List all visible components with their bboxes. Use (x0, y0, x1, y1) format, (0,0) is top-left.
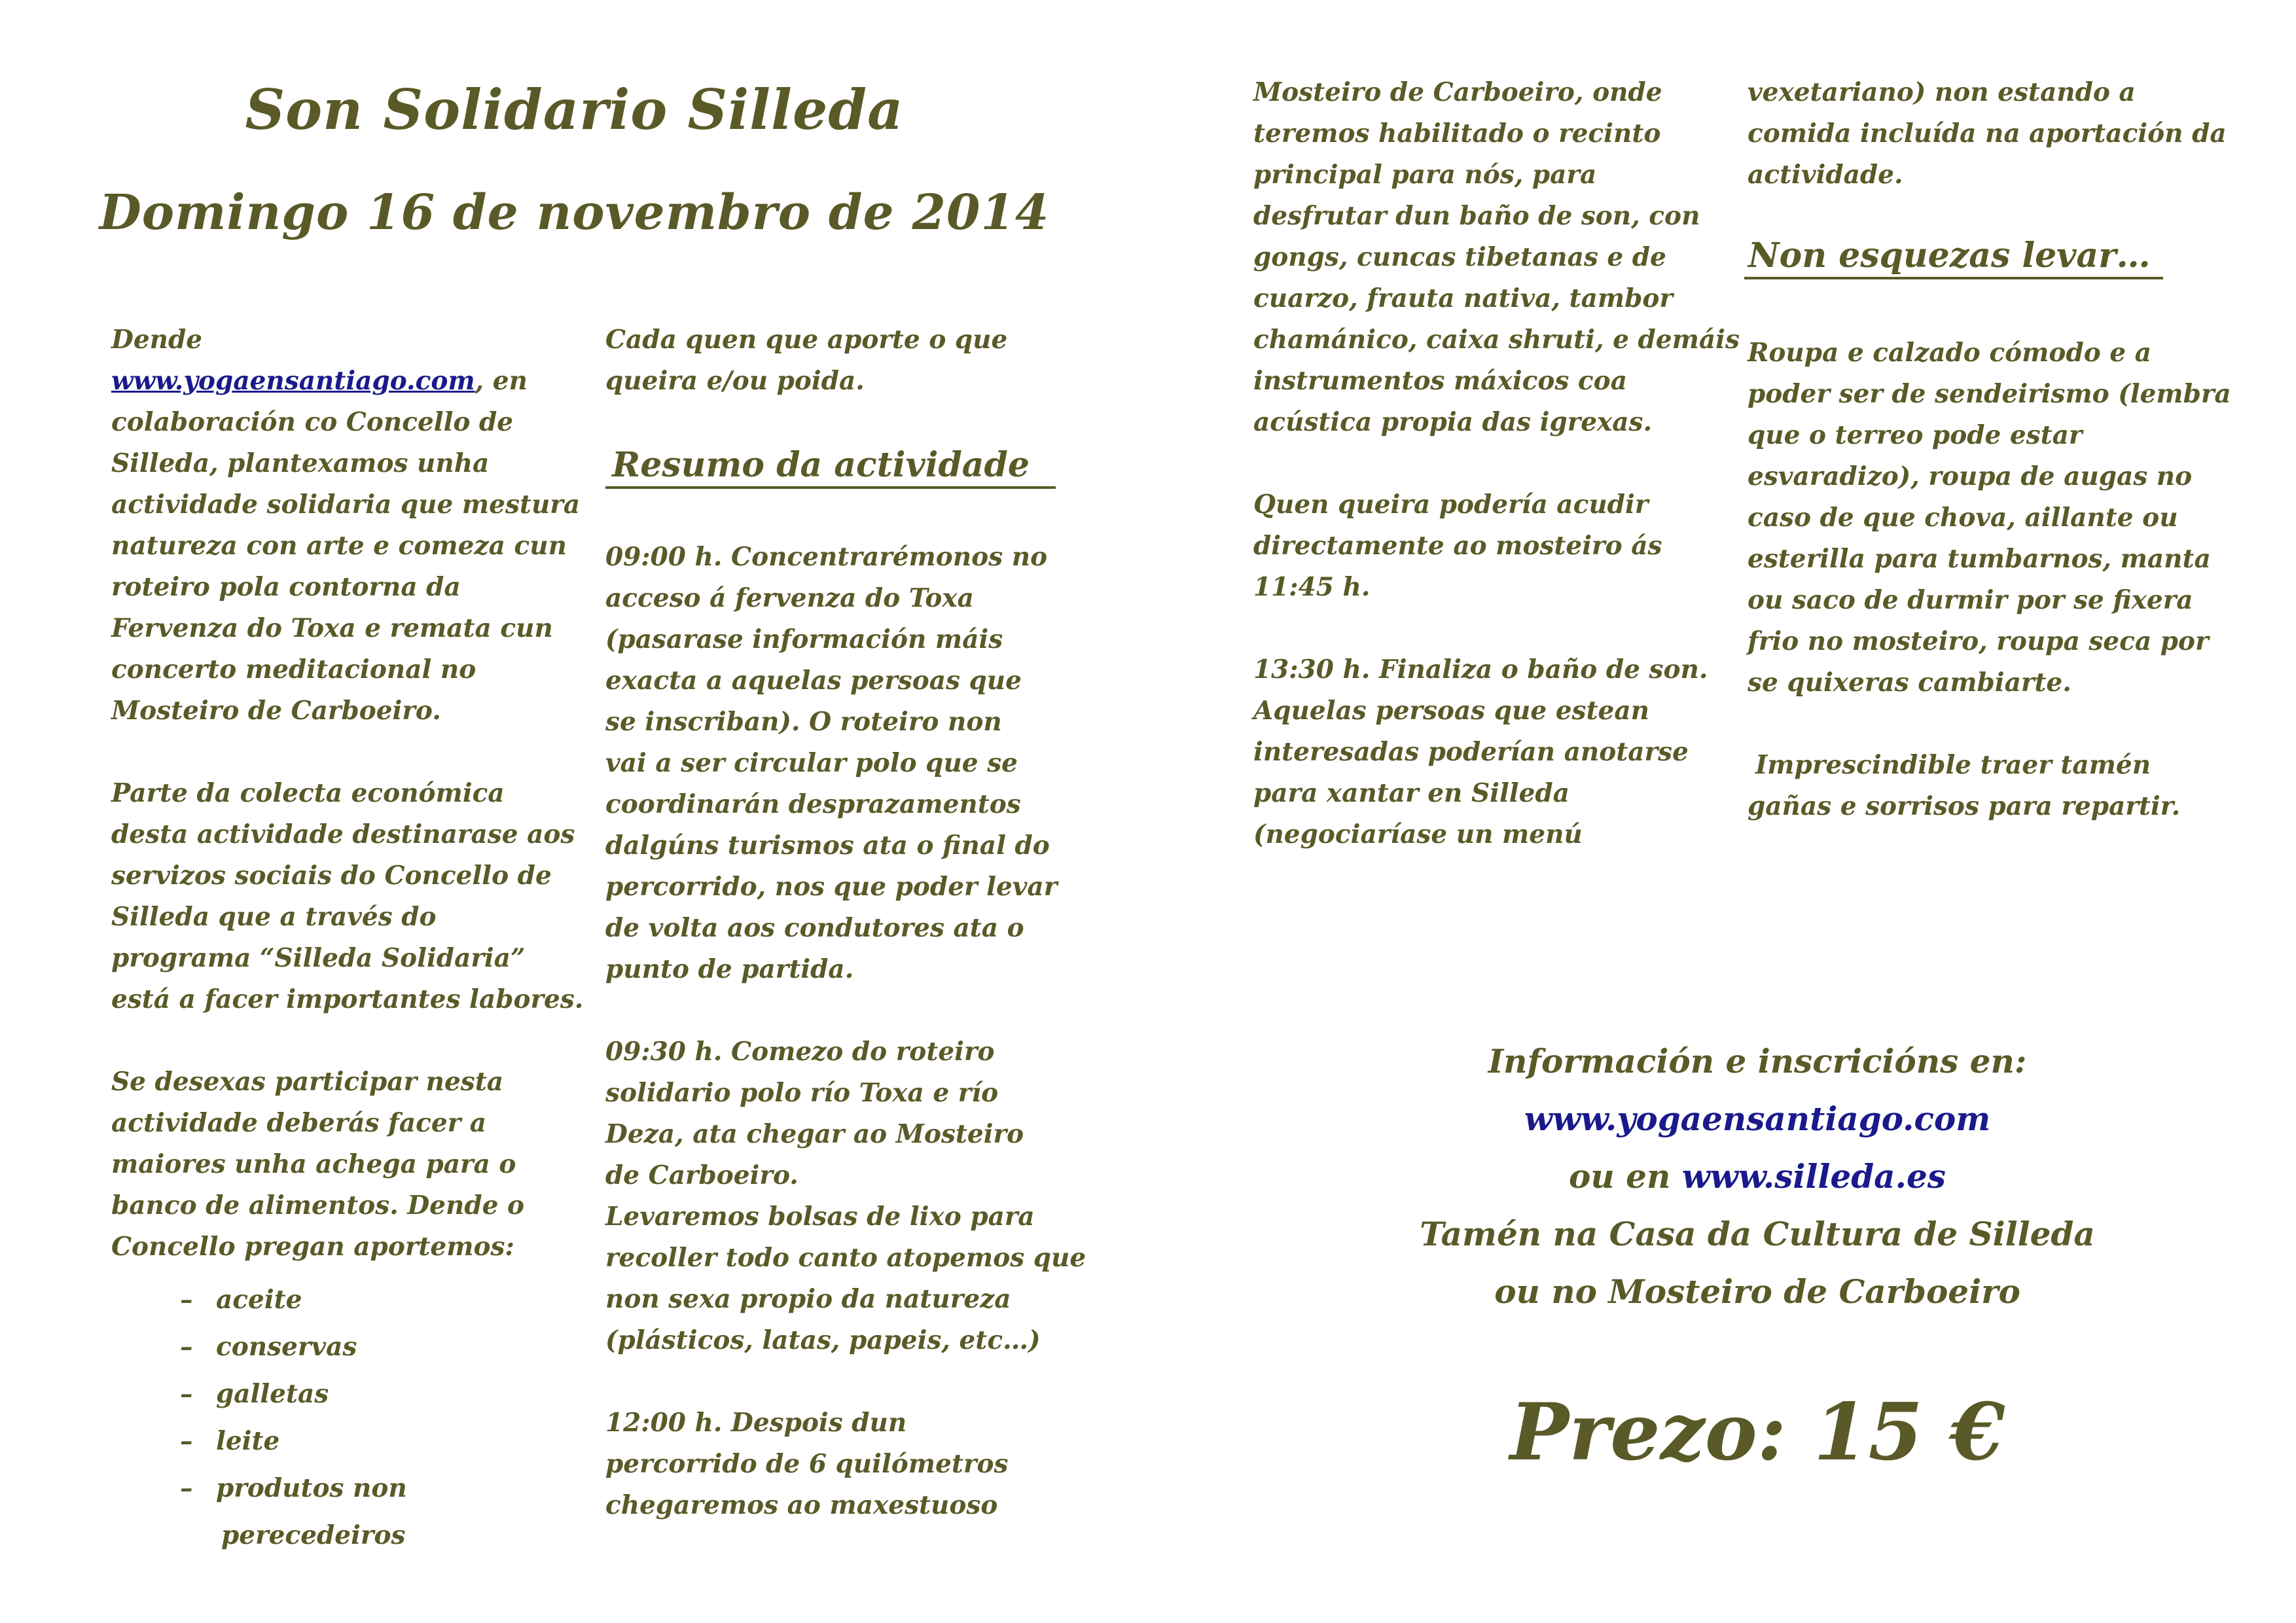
text-line: chegaremos ao maxestuoso (605, 1490, 998, 1520)
text-line: Mosteiro de Carboeiro, onde (1253, 77, 1662, 107)
ou-en-text: ou en (1569, 1157, 1671, 1196)
text-line: desfrutar dun baño de son, con (1253, 201, 1700, 231)
text-line: Quen queira podería acudir (1253, 490, 1649, 520)
info-ou-en-line (1302, 1148, 2212, 1205)
info-mosteiro-line: ou no Mosteiro de Carboeiro (1494, 1272, 2020, 1311)
list-item-continuation: perecedeiros (221, 1520, 406, 1550)
price-label: Prezo: 15 € (1509, 1386, 2005, 1478)
text-line: actividade solidaria que mestura (111, 490, 581, 520)
text-line: para xantar en Silleda (1253, 778, 1570, 808)
text-line: punto de partida. (605, 954, 854, 984)
donation-list (180, 1276, 407, 1559)
text-line: 13:30 h. Finaliza o baño de son. (1253, 654, 1708, 685)
text-line: que o terreo pode estar (1748, 420, 2083, 450)
column-4 (1748, 72, 2227, 196)
text-line: teremos habilitado o recinto (1253, 118, 1661, 149)
list-item: – aceite (180, 1285, 302, 1315)
text-line: Silleda que a través do (111, 902, 437, 932)
list-item: – galletas (180, 1379, 329, 1409)
text-line: caso de que chova, aillante ou (1748, 503, 2178, 533)
info-block (1302, 1033, 2212, 1321)
text-line: 11:45 h. (1253, 572, 1371, 602)
text-line: recoller todo canto atopemos que (605, 1243, 1086, 1273)
text-line: queira e/ou poida. (605, 366, 865, 396)
text-line: 09:00 h. Concentrarémonos no (605, 542, 1048, 572)
text-line: Silleda, plantexamos unha (111, 448, 490, 478)
section-heading-levar: Non esquezas levar… (1744, 236, 2163, 279)
text-line: maiores unha achega para o (111, 1149, 516, 1179)
event-title: Son Solidario Silleda (245, 77, 904, 142)
section-heading-resumo: Resumo da actividade (605, 445, 1056, 489)
text-line: percorrido, nos que poder levar (605, 872, 1058, 902)
info-heading: Información e inscricións en: (1488, 1042, 2027, 1080)
text-line: Levaremos bolsas de lixo para (605, 1202, 1035, 1232)
intro-after-link: , en (475, 366, 528, 396)
text-line: Deza, ata chegar ao Mosteiro (605, 1119, 1024, 1149)
text-line: ou saco de durmir por se fixera (1748, 585, 2193, 615)
text-line: (pasarase información máis (605, 624, 1003, 654)
column-3 (1253, 72, 1740, 855)
yogaensantiago-url[interactable]: www.yogaensantiago.com (1524, 1099, 1991, 1138)
text-line: actividade deberás facer a (111, 1108, 487, 1138)
text-line: Concello pregan aportemos: (111, 1232, 514, 1262)
text-line: exacta a aquelas persoas que (605, 666, 1022, 696)
text-line: desta actividade destinarase aos (111, 819, 575, 849)
text-line: directamente ao mosteiro ás (1253, 531, 1662, 561)
intro-link-line (111, 361, 583, 402)
text-line: percorrido de 6 quilómetros (605, 1449, 1009, 1479)
text-line: colaboración co Concello de (111, 407, 514, 437)
text-line: concerto meditacional no (111, 654, 476, 685)
info-url-line (1302, 1090, 2212, 1148)
text-line: Imprescindible traer tamén (1755, 750, 2151, 780)
text-line: acústica propia das igrexas. (1253, 407, 1653, 437)
text-line: gongs, cuncas tibetanas e de (1253, 242, 1666, 272)
text-line: programa “Silleda Solidaria” (111, 943, 526, 973)
text-line: Cada quen que aporte o que (605, 325, 1008, 355)
text-line: natureza con arte e comeza cun (111, 531, 567, 561)
text-line: Se desexas participar nesta (111, 1067, 504, 1097)
text-line: está a facer importantes labores. (111, 984, 584, 1014)
text-line: dalgúns turismos ata o final do (605, 830, 1050, 861)
text-line: roteiro pola contorna da (111, 572, 461, 602)
list-item: – produtos non (180, 1473, 407, 1503)
text-line: Fervenza do Toxa e remata cun (111, 613, 553, 643)
text-line: Mosteiro de Carboeiro. (111, 696, 441, 726)
text-line: de volta aos condutores ata o (605, 913, 1024, 943)
text-line: (negociaríase un menú (1253, 819, 1583, 849)
silleda-url[interactable]: www.silleda.es (1681, 1157, 1946, 1196)
text-line: cuarzo, frauta nativa, tambor (1253, 283, 1673, 313)
text-line: Parte da colecta económica (111, 778, 505, 808)
text-line: coordinarán desprazamentos (605, 789, 1021, 819)
column-2 (605, 319, 1007, 402)
text-line: esvaradizo), roupa de augas no (1748, 461, 2193, 491)
text-line: actividade. (1748, 160, 1903, 190)
text-line: vai a ser circular polo que se (605, 748, 1018, 778)
text-line: Roupa e calzado cómodo e a (1748, 338, 2151, 368)
text-line: acceso á fervenza do Toxa (605, 583, 974, 613)
text-line: solidario polo río Toxa e río (605, 1078, 999, 1108)
text-line: 12:00 h. Despois dun (605, 1408, 907, 1438)
text-line: comida incluída na aportación da (1748, 118, 2227, 149)
info-casa-line: Tamén na Casa da Cultura de Silleda (1420, 1215, 2095, 1253)
column-4-list (1748, 332, 2231, 827)
text-line: se inscriban). O roteiro non (605, 707, 1002, 737)
text-line: vexetariano) non estando a (1748, 77, 2136, 107)
intro-first-line: Dende (111, 325, 203, 355)
text-line: poder ser de sendeirismo (lembra (1748, 379, 2231, 409)
column-2-schedule (605, 537, 1086, 1526)
text-line: de Carboeiro. (605, 1160, 798, 1190)
text-line: interesadas poderían anotarse (1253, 737, 1689, 767)
text-line: 09:30 h. Comezo do roteiro (605, 1037, 995, 1067)
text-line: se quixeras cambiarte. (1748, 668, 2072, 698)
text-line: non sexa propio da natureza (605, 1284, 1011, 1314)
event-date: Domingo 16 de novembro de 2014 (99, 185, 1050, 241)
text-line: instrumentos máxicos coa (1253, 366, 1627, 396)
list-item: – conservas (180, 1332, 357, 1362)
text-line: chamánico, caixa shruti, e demáis (1253, 325, 1740, 355)
yogaensantiago-link[interactable]: www.yogaensantiago.com (111, 366, 475, 396)
text-line: frio no mosteiro, roupa seca por (1748, 626, 2209, 656)
text-line: Aquelas persoas que estean (1253, 696, 1649, 726)
text-line: gañas e sorrisos para repartir. (1748, 791, 2181, 821)
text-line: principal para nós, para (1253, 160, 1597, 190)
text-line: banco de alimentos. Dende o (111, 1190, 525, 1221)
text-line: servizos sociais do Concello de (111, 861, 552, 891)
column-1 (111, 319, 583, 1268)
text-line: (plásticos, latas, papeis, etc…) (605, 1325, 1041, 1355)
list-item: – leite (180, 1426, 280, 1456)
text-line: esterilla para tumbarnos, manta (1748, 544, 2211, 574)
